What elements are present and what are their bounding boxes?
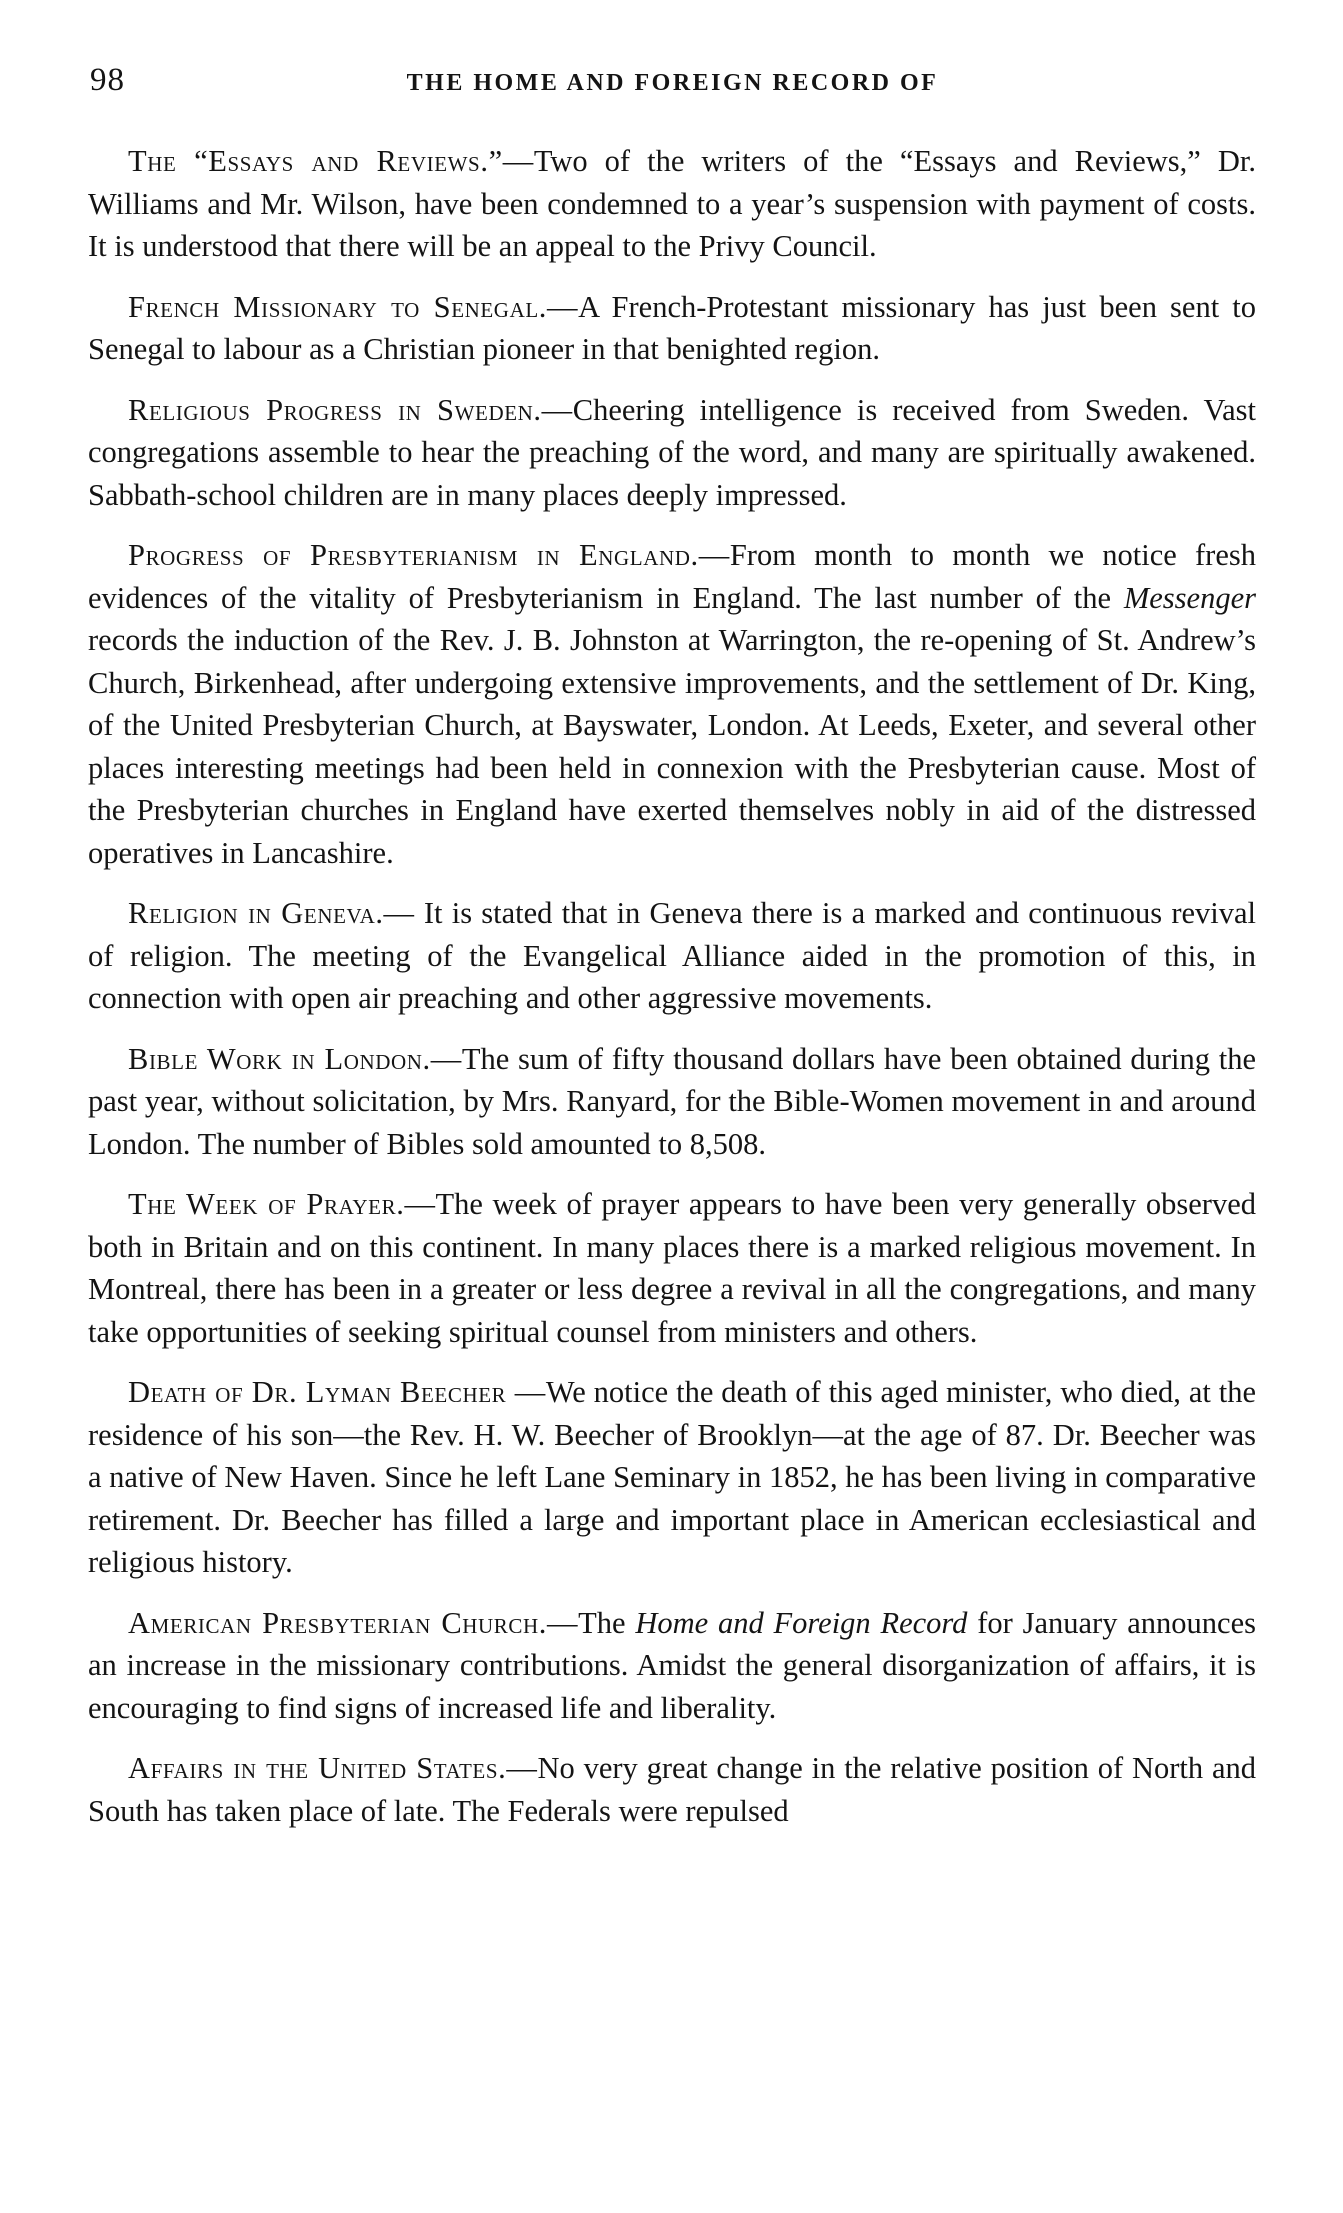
article-body: We notice the death of this aged minister, who died, at the residence of his son—the Rev. H. W. Beecher of Brooklyn—at the age of 87. Dr. Beecher was a native of New Haven. Since he left Lane Seminary in 1852, he has been living in comparative retirement. Dr. Beecher has filled a large and important place in American ecclesiastical and religious history. (88, 1375, 1257, 1579)
article-heading: Affairs in the United States.— (128, 1751, 538, 1785)
article-heading: The Week of Prayer.— (128, 1187, 436, 1221)
article-body: A French-Protestant missionary has just been sent to Senegal to labour as a Christian pioneer in that benighted region. (88, 289, 1257, 366)
article-heading: The “Essays and Reviews.”— (128, 144, 534, 178)
article-body: Two of the writers of the “Essays and Reviews,” Dr. Williams and Mr. Wilson, have been condemned to a year’s suspension with payment of costs. It is understood that there will be an appeal to the Privy Council. (88, 144, 1257, 263)
article-heading: Religious Progress in Sweden.— (128, 392, 573, 427)
article-body: The week of prayer appears to have been very generally observed both in Britain and on this continent. In many places there is a marked religious movement. In Montreal, there has been in a greater or less degree a revival in all the congregations, and many take opportunities of seeking spiritual counsel from ministers and others. (88, 1187, 1256, 1349)
page-number: 98 (90, 62, 125, 98)
article-presbyterianism-england (88, 534, 1256, 874)
article-week-of-prayer (88, 1183, 1256, 1353)
article-heading: American Presbyterian Church.— (128, 1605, 579, 1640)
article-french-missionary (88, 286, 1256, 371)
article-heading: Progress of Presbyterianism in England.— (128, 538, 730, 572)
article-american-presbyterian-church (88, 1602, 1256, 1730)
publication-title: Home and Foreign Record (635, 1605, 968, 1640)
article-column (88, 140, 1256, 1850)
article-heading: French Missionary to Senegal.— (128, 289, 579, 324)
article-body-part: The (578, 1605, 636, 1640)
article-body: No very great change in the relative position of North and South has taken place of late. The Federals were repulsed (88, 1751, 1257, 1828)
publication-title: Messenger (1123, 580, 1256, 615)
article-body (88, 538, 1256, 870)
article-heading: Death of Dr. Lyman Beecher — (128, 1375, 546, 1409)
page-header (90, 62, 1255, 112)
article-religious-progress-sweden (88, 389, 1256, 517)
article-body-part: for January announces an increase in the missionary contributions. Amidst the general disorganization of affairs, it is encouraging to find signs of increased life and liberality. (88, 1605, 1256, 1725)
running-title: THE HOME AND FOREIGN RECORD OF (406, 70, 939, 96)
article-body: The sum of fifty thousand dollars have been obtained during the past year, without solicitation, by Mrs. Ranyard, for the Bible-Women movement in and around London. The number of Bibles sold amounted to 8,508. (88, 1041, 1257, 1161)
article-death-lyman-beecher (88, 1371, 1256, 1584)
article-heading: Religion in Geneva.— (128, 896, 415, 930)
article-affairs-united-states (88, 1747, 1256, 1832)
article-body: It is stated that in Geneva there is a marked and continuous revival of religion. The meeting of the Evangelical Alliance aided in the promotion of this, in connection with open air preaching and other aggressive movements. (88, 896, 1256, 1015)
article-religion-geneva (88, 892, 1256, 1020)
article-body: Cheering intelligence is received from Sweden. Vast congregations assemble to hear the preaching of the word, and many are spiritually awakened. Sabbath-school children are in many places deeply impressed. (88, 392, 1256, 512)
article-heading: Bible Work in London.— (128, 1041, 462, 1076)
article-body-part: records the induction of the Rev. J. B. Johnston at Warrington, the re-opening of St. Andrew’s Church, Birkenhead, after undergoing extensive improvements, and the settlement of Dr. King, of the United Presbyterian Church, at Bayswater, London. At Leeds, Exeter, and several other places interesting meetings had been held in connexion with the Presbyterian cause. Most of the Presbyterian churches in England have exerted themselves nobly in aid of the distressed operatives in Lancashire. (88, 623, 1256, 870)
article-essays-and-reviews (88, 140, 1256, 268)
article-bible-work-london (88, 1038, 1256, 1166)
article-body-part: From month to month we notice fresh evidences of the vitality of Presbyterianism in England. The last number of the (88, 538, 1256, 615)
